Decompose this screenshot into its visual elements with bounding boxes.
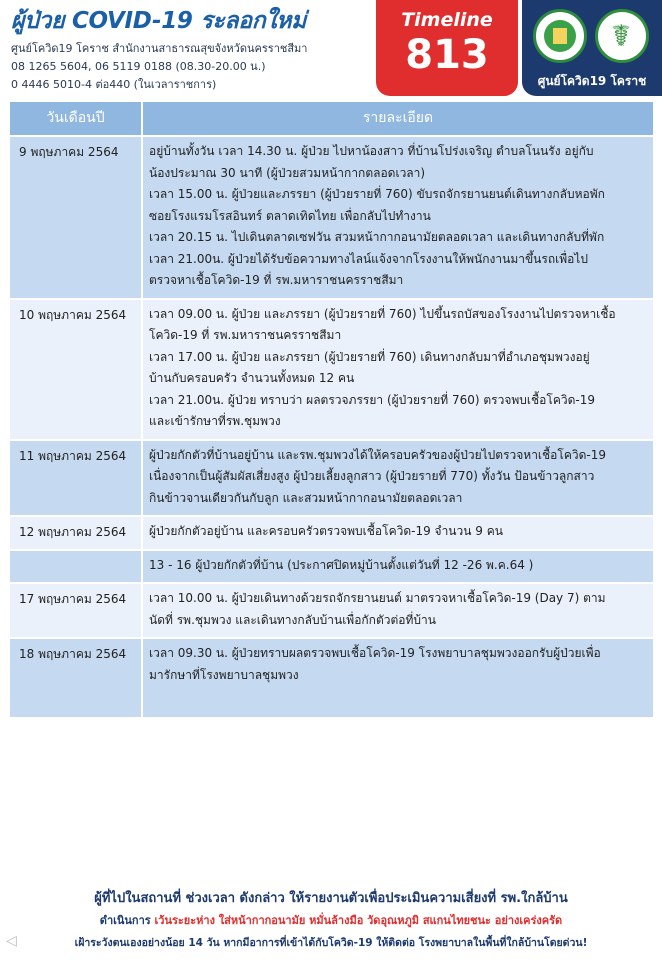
detail-line: กินข้าวจานเดียวกันกับลูก และสวมหน้ากากอนามัยตลอดเวลา [149, 490, 463, 505]
row-date [10, 551, 143, 583]
logo-panel [522, 0, 662, 96]
detail-line: อยู่บ้านทั้งวัน เวลา 14.30 น. ผู้ป่วย ไปหาน้องสาว ที่บ้านโปร่งเจริญ ตำบลโนนรัง อยู่กับ [149, 144, 594, 158]
footer-line-2-prefix: ดำเนินการ [99, 914, 151, 927]
detail-line: น้องประมาณ 30 นาที (ผู้ป่วยสวมหน้ากากตลอดเวลา) [149, 165, 426, 180]
column-header-detail: รายละเอียด [362, 110, 434, 126]
detail-line: เวลา 21.00น. ผู้ป่วยได้รับข้อความทางไลน์แจ้งจากโรงงานให้พนักงานมาขึ้นรถเพื่อไป [149, 251, 588, 266]
ministry-of-public-health-icon: ☤ [595, 9, 649, 63]
phone-line-1: 08 1265 5604, 06 5119 0188 (08.30-20.00 น.) [11, 60, 266, 73]
detail-line: บ้านกับครอบครัว จำนวนทั้งหมด 12 คน [149, 371, 355, 385]
table-row [10, 439, 653, 516]
timeline-badge [376, 0, 518, 96]
row-date: 11 พฤษภาคม 2564 [10, 441, 143, 516]
row-date: 12 พฤษภาคม 2564 [10, 517, 143, 549]
table-row [10, 515, 653, 549]
row-detail [143, 639, 653, 717]
detail-line: ผู้ป่วยกักตัวอยู่บ้าน และครอบครัวตรวจพบเชื้อโควิด-19 จำนวน 9 คน [149, 524, 503, 538]
row-detail [143, 551, 653, 583]
table-row [10, 298, 653, 439]
row-detail [143, 300, 653, 439]
detail-line: เวลา 09.30 น. ผู้ป่วยทราบผลตรวจพบเชื้อโควิด-19 โรงพยาบาลชุมพวงออกรับผู้ป่วยเพื่อ [149, 646, 601, 660]
header [0, 0, 662, 100]
detail-line: ซอยโรงแรมโรสอินทร์ ตลาดเทิดไทย เพื่อกลับไปทำงาน [149, 208, 431, 223]
phone-line-2: 0 4446 5010-4 ต่อ440 (ในเวลาราชการ) [11, 78, 217, 91]
detail-line: มารักษาที่โรงพยาบาลชุมพวง [149, 667, 299, 682]
table-header [10, 102, 653, 135]
timeline-label: Timeline [401, 9, 493, 31]
detail-line: เวลา 20.15 น. ไปเดินตลาดเซฟวัน สวมหน้ากากอนามัยตลอดเวลา และเดินทางกลับที่พัก [149, 230, 605, 244]
detail-line: 13 - 16 ผู้ป่วยกักตัวที่บ้าน (ประกาศปิดหมู่บ้านตั้งแต่วันที่ 12 -26 พ.ค.64 ) [149, 557, 534, 572]
detail-line: เวลา 10.00 น. ผู้ป่วยเดินทางด้วยรถจักรยานยนต์ มาตรวจหาเชื้อโควิด-19 (Day 7) ตาม [149, 591, 606, 605]
table-row [10, 135, 653, 298]
table-row [10, 637, 653, 717]
detail-line: เวลา 09.00 น. ผู้ป่วย และภรรยา (ผู้ป่วยรายที่ 760) ไปขึ้นรถบัสของโรงงานไปตรวจหาเชื้อ [149, 306, 616, 321]
detail-line: เวลา 15.00 น. ผู้ป่วยและภรรยา (ผู้ป่วยรายที่ 760) ขับรถจักรยานยนต์เดินทางกลับหอพัก [149, 187, 605, 201]
detail-line: เนื่องจากเป็นผู้สัมผัสเสี่ยงสูง ผู้ป่วยเลี้ยงลูกสาว (ผู้ป่วยรายที่ 770) ทั้งวัน ป้อนข้าวลูกสาว [149, 469, 595, 483]
row-date: 17 พฤษภาคม 2564 [10, 584, 143, 637]
row-date: 10 พฤษภาคม 2564 [10, 300, 143, 439]
timeline-number: 813 [405, 32, 489, 78]
logo-caption: ศูนย์โควิด19 โคราช [537, 74, 647, 88]
table-row [10, 549, 653, 583]
footer-line-2 [0, 911, 662, 929]
detail-line: ผู้ป่วยกักตัวที่บ้านอยู่บ้าน และรพ.ชุมพวงได้ให้ครอบครัวของผู้ป่วยไปตรวจหาเชื้อโควิด-19 [149, 447, 606, 462]
detail-line: โควิด-19 ที่ รพ.มหาราชนครราชสีมา [149, 328, 342, 342]
footer-line-1: ผู้ที่ไปในสถานที่ ช่วงเวลา ดังกล่าว ให้รายงานตัวเพื่อประเมินความเสี่ยงที่ รพ.ใกล้บ้าน [94, 891, 568, 906]
detail-line: เวลา 17.00 น. ผู้ป่วย และภรรยา (ผู้ป่วยรายที่ 760) เดินทางกลับมาที่อำเภอชุมพวงอยู่ [149, 349, 590, 364]
table-row [10, 582, 653, 637]
row-detail [143, 441, 653, 516]
org-line: ศูนย์โควิด19 โคราช สำนักงานสาธารณสุขจังหวัดนครราชสีมา [11, 42, 308, 55]
footer-line-3: เฝ้าระวังตนเองอย่างน้อย 14 วัน หากมีอาการที่เข้าได้กับโควิด-19 ให้ติดต่อ โรงพยาบาลในพื้นที่ใกล้บ้านโดยด่วน! [74, 937, 588, 949]
back-arrow-icon[interactable]: ◁ [6, 933, 17, 949]
row-detail [143, 137, 653, 298]
page-title: ผู้ป่วย COVID-19 ระลอกใหม่ [11, 8, 307, 34]
detail-line: นัดที่ รพ.ชุมพวง และเดินทางกลับบ้านเพื่อกักตัวต่อที่บ้าน [149, 612, 436, 627]
row-detail [143, 517, 653, 549]
row-date: 18 พฤษภาคม 2564 [10, 639, 143, 717]
footer-line-2-emphasis: เว้นระยะห่าง ใส่หน้ากากอนามัย หมั่นล้างมือ วัดอุณหภูมิ สแกนไทยชนะ อย่างเคร่งครัด [154, 914, 563, 927]
row-date: 9 พฤษภาคม 2564 [10, 137, 143, 298]
detail-line: ตรวจหาเชื้อโควิด-19 ที่ รพ.มหาราชนครราชสีมา [149, 273, 404, 287]
provincial-seal-icon [533, 9, 587, 63]
timeline-table [10, 102, 653, 717]
column-header-date: วันเดือนปี [10, 102, 143, 135]
row-detail [143, 584, 653, 637]
detail-line: เวลา 21.00น. ผู้ป่วย ทราบว่า ผลตรวจภรรยา (ผู้ป่วยรายที่ 760) ตรวจพบเชื้อโควิด-19 [149, 392, 595, 407]
detail-line: และเข้ารักษาที่รพ.ชุมพวง [149, 414, 281, 428]
